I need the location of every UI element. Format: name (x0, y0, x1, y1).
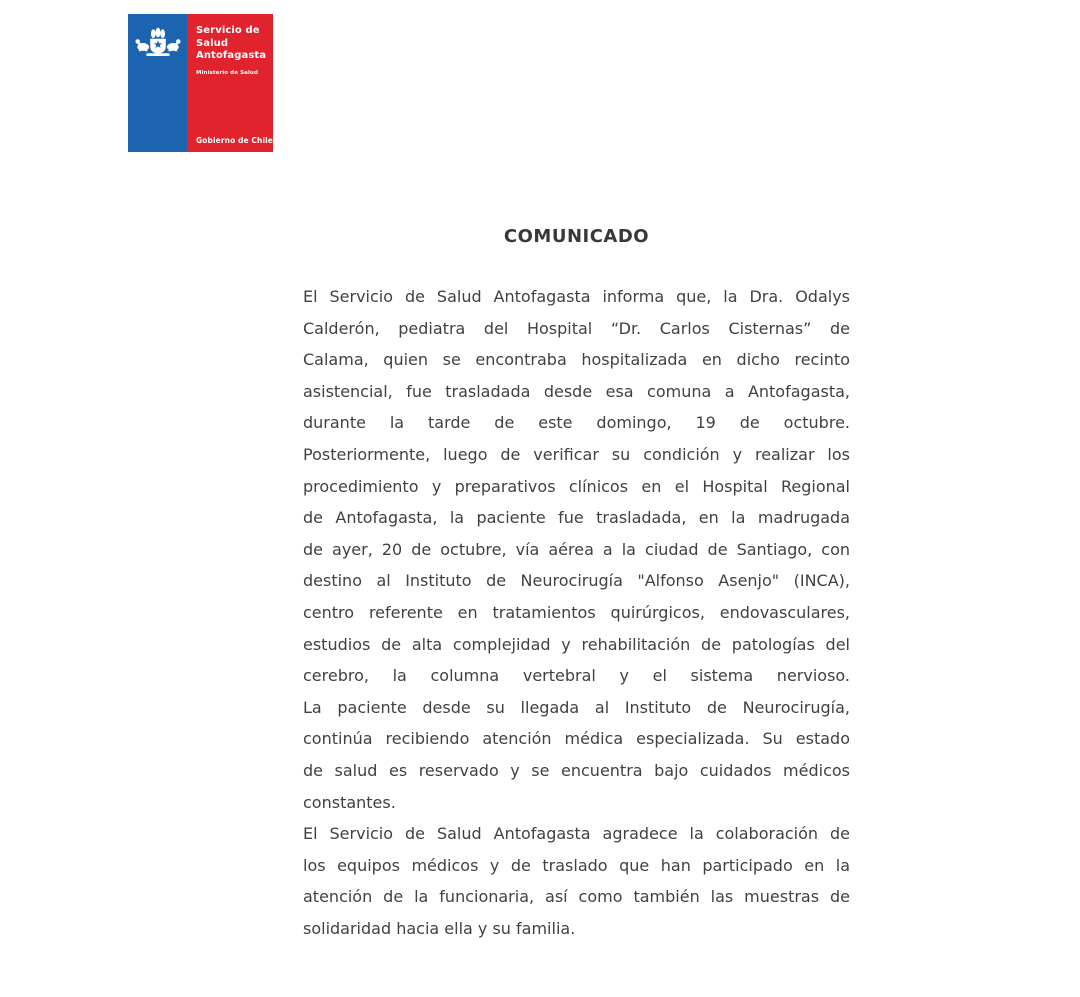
text-line: destino al Instituto de Neurocirugía "Alfonso Asenjo" (INCA), (303, 571, 850, 591)
text-line: de salud es reservado y se encuentra bajo cuidados médicos (303, 760, 850, 780)
document-body (303, 281, 850, 944)
text-line: La paciente desde su llegada al Instituto de Neurocirugía, (303, 697, 850, 717)
logo-org-name-line: Antofagasta (196, 50, 267, 61)
chile-coat-of-arms-icon (133, 14, 183, 67)
logo-org-name-line: Servicio de (196, 25, 260, 36)
document-content (303, 226, 850, 944)
logo-red-panel (187, 14, 273, 152)
text-line: centro referente en tratamientos quirúrgicos, endovasculares, (303, 602, 850, 622)
logo-org-name-line: Salud (196, 37, 229, 49)
text-line: cerebro, la columna vertebral y el sistema nervioso. (303, 666, 850, 686)
text-line: durante la tarde de este domingo, 19 de octubre. (303, 413, 850, 433)
text-line: solidaridad hacia ella y su familia. (303, 918, 576, 938)
text-line: Calama, quien se encontraba hospitalizada en dicho recinto (303, 350, 850, 370)
text-line: los equipos médicos y de traslado que han participado en la (303, 855, 850, 875)
document-title: COMUNICADO (503, 226, 650, 247)
text-line: de ayer, 20 de octubre, vía aérea a la ciudad de Santiago, con (303, 539, 850, 559)
text-line: estudios de alta complejidad y rehabilitación de patologías del (303, 634, 850, 654)
text-line: Calderón, pediatra del Hospital “Dr. Carlos Cisternas” de (303, 318, 850, 338)
text-line: procedimiento y preparativos clínicos en el Hospital Regional (303, 476, 850, 496)
text-line: de Antofagasta, la paciente fue trasladada, en la madrugada (303, 508, 850, 528)
text-line: asistencial, fue trasladada desde esa comuna a Antofagasta, (303, 381, 850, 401)
text-line: atención de la funcionaria, así como también las muestras de (303, 887, 850, 907)
text-line: El Servicio de Salud Antofagasta informa que, la Dra. Odalys (303, 287, 850, 306)
text-line: El Servicio de Salud Antofagasta agradece la colaboración de (303, 824, 850, 844)
logo-blue-panel (128, 14, 187, 152)
government-label: Gobierno de Chile (196, 136, 273, 145)
ministry-label: Ministerio de Salud (196, 69, 258, 76)
servicio-salud-antofagasta-logo (128, 14, 273, 152)
text-line: continúa recibiendo atención médica especializada. Su estado (303, 729, 850, 749)
text-line: constantes. (303, 792, 396, 812)
text-line: Posteriormente, luego de verificar su condición y realizar los (303, 444, 850, 464)
